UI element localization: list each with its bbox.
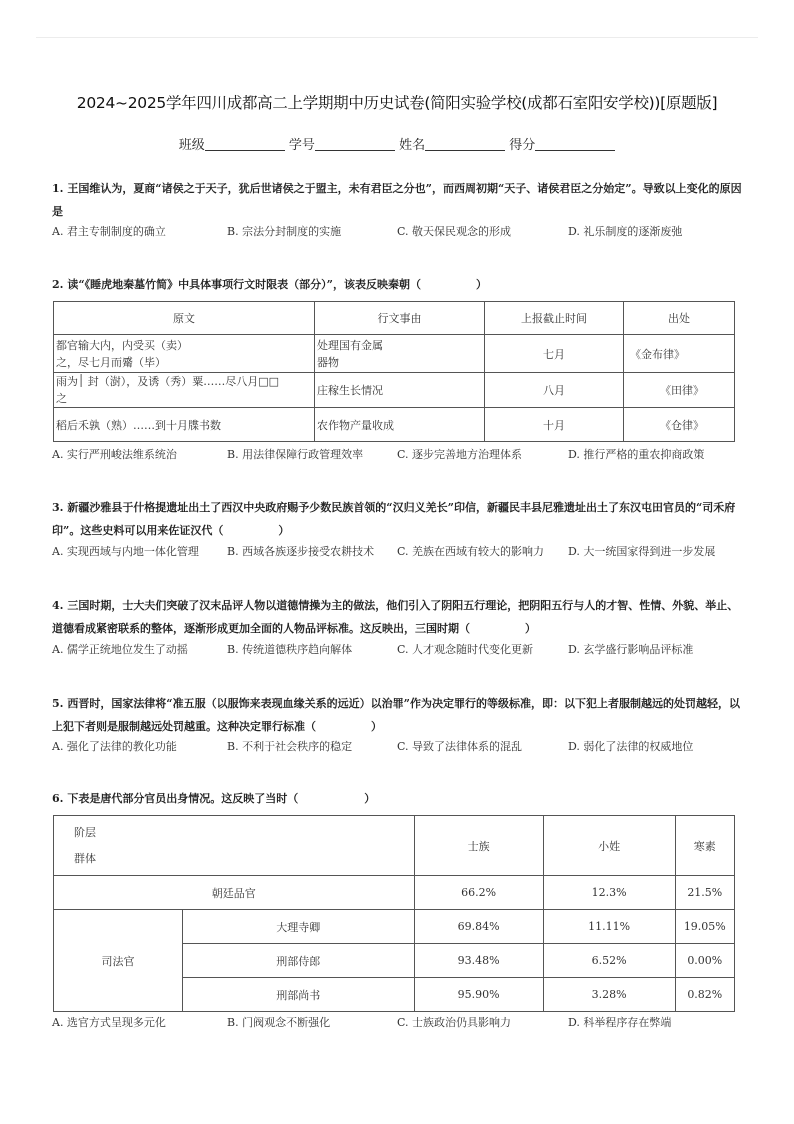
- question-1-text: 1. 王国维认为，夏商“诸侯之于天子，犹后世诸侯之于盟主，未有君臣之分也”，而西周初期“天子、诸侯君臣之分始定”。导致以上变化的原因是: [52, 182, 742, 218]
- q6-table: [53, 815, 735, 1012]
- q6-value-cell: 93.48%: [414, 944, 543, 978]
- q6-header-corner-cell: [54, 816, 415, 876]
- question-6-text: 6. 下表是唐代部分官员出身情况。这反映了当时（ ）: [52, 792, 376, 805]
- q2-original-text-cell: 稻后禾孰（熟）……到十月牒书数: [54, 408, 315, 442]
- q1-option-c[interactable]: C. 敬天保民观念的形成: [397, 225, 512, 238]
- q2-option-d[interactable]: D. 推行严格的重农抑商政策: [568, 448, 705, 461]
- question-2-options: [52, 446, 752, 462]
- q6-value-cell: 11.11%: [543, 910, 675, 944]
- q6-option-c[interactable]: C. 士族政治仍具影响力: [397, 1016, 512, 1029]
- q2-source-cell: 《田律》: [624, 373, 735, 408]
- q4-option-b[interactable]: B. 传统道德秩序趋向解体: [227, 643, 353, 656]
- q2-deadline-cell: 七月: [485, 335, 624, 373]
- q6-value-cell: 0.82%: [675, 978, 734, 1012]
- q2-option-c[interactable]: C. 逐步完善地方治理体系: [397, 448, 523, 461]
- q2-header-cell: 行文事由: [315, 302, 485, 335]
- q2-header-cell: 上报截止时间: [485, 302, 624, 335]
- id-label: 学号: [288, 138, 315, 153]
- q4-option-c[interactable]: C. 人才观念随时代变化更新: [397, 643, 534, 656]
- q1-option-b[interactable]: B. 宗法分封制度的实施: [227, 225, 342, 238]
- q6-option-b[interactable]: B. 门阀观念不断强化: [227, 1016, 331, 1029]
- score-blank[interactable]: [535, 138, 615, 151]
- q6-group-label: 司法官: [54, 910, 183, 1012]
- q4-option-a[interactable]: A. 儒学正统地位发生了动摇: [52, 643, 188, 656]
- question-1-options: [52, 223, 752, 239]
- q6-header-cell: 寒素: [675, 816, 734, 876]
- q6-row-label: 大理寺卿: [183, 910, 415, 944]
- q6-value-cell: 12.3%: [543, 876, 675, 910]
- q2-source-cell: 《仓律》: [624, 408, 735, 442]
- q6-row-label: 刑部尚书: [183, 978, 415, 1012]
- name-blank[interactable]: [425, 138, 505, 151]
- q6-value-cell: 3.28%: [543, 978, 675, 1012]
- q3-option-c[interactable]: C. 羌族在西域有较大的影响力: [397, 545, 545, 558]
- q6-value-cell: 0.00%: [675, 944, 734, 978]
- q6-value-cell: 95.90%: [414, 978, 543, 1012]
- name-label: 姓名: [399, 138, 426, 153]
- q6-header-group: 群体: [74, 851, 96, 865]
- q2-source-cell: 《金布律》: [624, 335, 735, 373]
- q5-option-a[interactable]: A. 强化了法律的教化功能: [52, 740, 177, 753]
- header-divider: [36, 37, 758, 38]
- q6-value-cell: 19.05%: [675, 910, 734, 944]
- q6-header-cell: 小姓: [543, 816, 675, 876]
- page-title: 2024~2025学年四川成都高二上学期期中历史试卷(简阳实验学校(成都石室阳安学校))[原题版]: [76, 94, 718, 112]
- question-4-text: 4. 三国时期，士大夫们突破了汉末品评人物以道德情操为主的做法，他们引入了阴阳五行理论，把阴阳五行与人的才智、性情、外貌、举止、道德看成紧密联系的整体，逐渐形成更加全面的人物品评标准。这反映出，三国时期（ ）: [52, 599, 739, 635]
- table-row: [54, 910, 735, 944]
- table-row: [54, 373, 735, 408]
- q6-header-layer: 阶层: [74, 825, 96, 839]
- question-3-text: 3. 新疆沙雅县于什格提遗址出土了西汉中央政府赐予少数民族首领的“汉归义羌长”印信，新疆民丰县尼雅遗址出土了东汉屯田官员的“司禾府印”。这些史料可以用来佐证汉代（ ）: [52, 501, 736, 537]
- q2-reason-cell: 处理国有金属 器物: [315, 335, 485, 373]
- question-6-options: [52, 1014, 752, 1030]
- q1-option-a[interactable]: A. 君主专制制度的确立: [52, 225, 166, 238]
- q6-table-header-row: [54, 816, 735, 876]
- q2-header-cell: 原文: [54, 302, 315, 335]
- q5-option-c[interactable]: C. 导致了法律体系的混乱: [397, 740, 523, 753]
- q5-option-d[interactable]: D. 弱化了法律的权威地位: [568, 740, 694, 753]
- question-2-text: 2. 读“《睡虎地秦墓竹简》中具体事项行文时限表（部分）”，该表反映秦朝（ ）: [52, 278, 487, 291]
- q6-option-a[interactable]: A. 选官方式呈现多元化: [52, 1016, 166, 1029]
- q2-deadline-cell: 八月: [485, 373, 624, 408]
- q6-value-cell: 6.52%: [543, 944, 675, 978]
- q6-value-cell: 66.2%: [414, 876, 543, 910]
- q6-row-label: 刑部侍郎: [183, 944, 415, 978]
- table-row: [54, 335, 735, 373]
- q2-original-text-cell: 雨为׀ 封（澍），及诱（秀）粟……尽八月□□ 之: [54, 373, 315, 408]
- q3-option-b[interactable]: B. 西域各族逐步接受农耕技术: [227, 545, 375, 558]
- q6-header-cell: 士族: [414, 816, 543, 876]
- question-4-options: [52, 641, 752, 657]
- question-3-options: [52, 543, 752, 559]
- q6-option-d[interactable]: D. 科举程序存在弊端: [568, 1016, 672, 1029]
- q3-option-a[interactable]: A. 实现西域与内地一体化管理: [52, 545, 199, 558]
- q6-row-label: 朝廷品官: [54, 876, 415, 910]
- q6-value-cell: 69.84%: [414, 910, 543, 944]
- student-info-line: [0, 134, 794, 153]
- q4-option-d[interactable]: D. 玄学盛行影响品评标准: [568, 643, 694, 656]
- q2-header-cell: 出处: [624, 302, 735, 335]
- q1-option-d[interactable]: D. 礼乐制度的逐渐废弛: [568, 225, 683, 238]
- class-label: 班级: [178, 138, 205, 153]
- q2-option-b[interactable]: B. 用法律保障行政管理效率: [227, 448, 364, 461]
- q2-table: [53, 301, 735, 442]
- table-row: [54, 876, 735, 910]
- question-5-text: 5. 西晋时，国家法律将“准五服（以服饰来表现血缘关系的远近）以治罪”作为决定罪行的等级标准，即：以下犯上者服制越远的处罚越轻，以上犯下者则是服制越远处罚越重。这种决定罪行标准（ ）: [52, 697, 740, 733]
- question-5-options: [52, 738, 752, 754]
- q2-reason-cell: 庄稼生长情况: [315, 373, 485, 408]
- q6-value-cell: 21.5%: [675, 876, 734, 910]
- q2-deadline-cell: 十月: [485, 408, 624, 442]
- id-blank[interactable]: [315, 138, 395, 151]
- q2-table-header-row: [54, 302, 735, 335]
- q5-option-b[interactable]: B. 不利于社会秩序的稳定: [227, 740, 353, 753]
- q2-original-text-cell: 都官输大内，内受买（卖） 之，尽七月而觱（毕）: [54, 335, 315, 373]
- class-blank[interactable]: [205, 138, 285, 151]
- q2-reason-cell: 农作物产量收成: [315, 408, 485, 442]
- table-row: [54, 408, 735, 442]
- q3-option-d[interactable]: D. 大一统国家得到进一步发展: [568, 545, 716, 558]
- score-label: 得分: [509, 138, 536, 153]
- q2-option-a[interactable]: A. 实行严刑峻法维系统治: [52, 448, 177, 461]
